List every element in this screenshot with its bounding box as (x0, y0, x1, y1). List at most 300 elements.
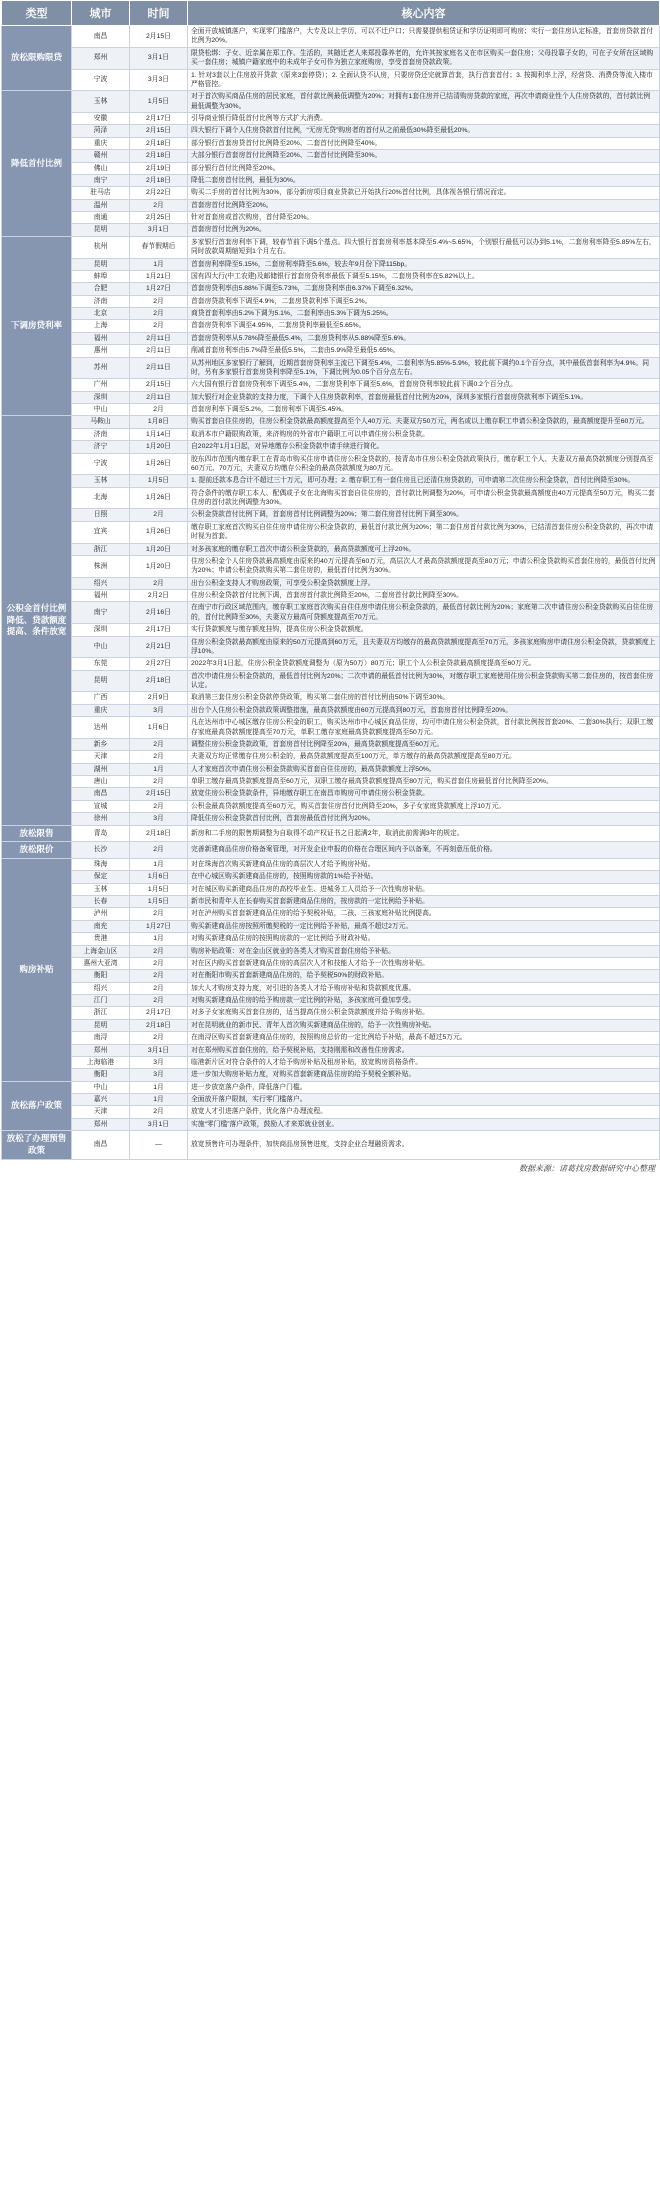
city-cell: 南昌 (72, 1131, 130, 1159)
content-cell: 出台个人住房公积金贷款政策调整措施，最高贷款额度由60万元提高到80万元，首套房首付比例降至20%。 (188, 704, 660, 716)
city-cell: 温州 (72, 199, 130, 211)
city-cell: 贵港 (72, 933, 130, 945)
table-row (2, 332, 660, 344)
table-row (2, 933, 660, 945)
table-body (2, 26, 660, 1160)
content-cell: 四大银行下调个人住房贷款首付比例，“无房无贷”购房者的首付从之前最低30%降至最低20%。 (188, 125, 660, 137)
table-row (2, 320, 660, 332)
date-cell: 3月1日 (130, 47, 188, 69)
city-cell: 绍兴 (72, 982, 130, 994)
city-cell: 惠州大亚湾 (72, 957, 130, 969)
content-cell: 首套房贷利率由5.88%下调至5.73%，二套房贷利率由6.37%下调至6.32%。 (188, 283, 660, 295)
city-cell: 宁波 (72, 69, 130, 91)
date-cell: 2月11日 (130, 357, 188, 379)
category-cell: 放松限价 (2, 842, 72, 859)
city-cell: 马鞍山 (72, 416, 130, 428)
content-cell: 2022年3月1日起，住房公积金贷款额度调整为（原为50万）80万元；职工个人公积金贷款最高额度提高至60万元。 (188, 658, 660, 670)
content-cell: 加大人才购房支持力度，对引进的各类人才给予购房补贴和贷款额度优惠。 (188, 982, 660, 994)
content-cell: 公积金最高贷款额度提高至60万元，购买首套住房首付比例降至20%，多子女家庭贷款额度上浮10万元。 (188, 800, 660, 812)
date-cell: 1月5日 (130, 883, 188, 895)
table-row (2, 308, 660, 320)
content-cell: 进一步加大购房补贴力度，对购买首套新建商品住房的给予契税全额补贴。 (188, 1069, 660, 1081)
city-cell: 昆明 (72, 224, 130, 236)
table-row (2, 555, 660, 577)
table-header-row (2, 1, 660, 26)
date-cell: 1月21日 (130, 270, 188, 282)
table-row (2, 995, 660, 1007)
table-row (2, 577, 660, 589)
city-cell: 佛山 (72, 162, 130, 174)
table-row (2, 636, 660, 658)
city-cell: 长沙 (72, 842, 130, 859)
date-cell: 2月18日 (130, 1019, 188, 1031)
date-cell: 1月 (130, 933, 188, 945)
content-cell: 首套房首付比例降至20%。 (188, 199, 660, 211)
date-cell: 2月15日 (130, 379, 188, 391)
table-row (2, 91, 660, 113)
date-cell: 1月26日 (130, 453, 188, 475)
content-cell: 削减首套房利率由5.7%降至最低5.5%，二套由5.9%降至最低5.65%。 (188, 345, 660, 357)
date-cell: 2月 (130, 776, 188, 788)
table-row (2, 26, 660, 48)
date-cell: 2月 (130, 908, 188, 920)
content-cell: 首套房利率降至5.15%，二套房利率降至5.6%，较去年9月份下降115bp。 (188, 258, 660, 270)
content-cell: 针对首套房或首次购房，首付降至20%。 (188, 212, 660, 224)
city-cell: 济南 (72, 295, 130, 307)
table-row (2, 908, 660, 920)
content-cell: 在南宁市行政区域范围内，缴存职工家庭首次购买自住住房申请住房公积金贷款的，最低首付款比例为20%；家庭第二次申请住房公积金贷款购买自住住房的，首付比例降至30%，夫妻双方最高可贷额度提高至70万元。 (188, 602, 660, 624)
city-cell: 赣州 (72, 150, 130, 162)
content-cell: 全面放开落户限制，实行零门槛落户。 (188, 1094, 660, 1106)
table-row (2, 602, 660, 624)
date-cell: 3月 (130, 704, 188, 716)
city-cell: 青岛 (72, 825, 130, 842)
table-row (2, 345, 660, 357)
date-cell: 2月18日 (130, 825, 188, 842)
table-row (2, 521, 660, 543)
date-cell: 1月20日 (130, 441, 188, 453)
date-cell: 2月 (130, 509, 188, 521)
city-cell: 绍兴 (72, 577, 130, 589)
table-row (2, 150, 660, 162)
category-cell: 公积金首付比例降低、贷款额度提高、条件放宽 (2, 416, 72, 825)
date-cell: 2月15日 (130, 125, 188, 137)
content-cell: 实施“零门槛”落户政策，鼓励人才来郑就业创业。 (188, 1118, 660, 1130)
date-cell: 2月11日 (130, 345, 188, 357)
table-row (2, 717, 660, 739)
date-cell: 2月21日 (130, 636, 188, 658)
table-row (2, 283, 660, 295)
table-row (2, 404, 660, 416)
date-cell: 2月 (130, 957, 188, 969)
city-cell: 合肥 (72, 283, 130, 295)
city-cell: 徐州 (72, 813, 130, 825)
date-cell: 1月26日 (130, 521, 188, 543)
table-row (2, 800, 660, 812)
city-cell: 惠州 (72, 345, 130, 357)
city-cell: 南昌 (72, 26, 130, 48)
content-cell: 住房公积金个人住房贷款最高额度由原来的40万元提高至60万元，高层次人才最高贷款额度提高至80万元；申请公积金贷款购买首套住房的，最低首付比例为20%；申请公积金贷款购买第二套住房的，最低首付比例为30%。 (188, 555, 660, 577)
date-cell: 2月 (130, 738, 188, 750)
content-cell: 1. 针对3套以上住房放开贷款（原来3套停贷）；2. 全面认贷不认房，只要房贷还完就算首套，执行首套首付；3. 按揭利率上浮，经营贷、消费贷等流入楼市严格管控。 (188, 69, 660, 91)
date-cell: — (130, 1131, 188, 1159)
content-cell: 实行贷款额度与缴存额度挂钩，提高住房公积金贷款额度。 (188, 624, 660, 636)
date-cell: 1月6日 (130, 717, 188, 739)
content-cell: 引导商业银行降低首付比例等方式扩大消费。 (188, 113, 660, 125)
date-cell: 3月 (130, 1056, 188, 1068)
city-cell: 衡阳 (72, 1069, 130, 1081)
date-cell: 2月18日 (130, 137, 188, 149)
city-cell: 郑州 (72, 47, 130, 69)
content-cell: 出台公积金支持人才购房政策，可享受公积金贷款额度上浮。 (188, 577, 660, 589)
date-cell: 2月18日 (130, 174, 188, 186)
city-cell: 广州 (72, 379, 130, 391)
date-cell: 3月3日 (130, 69, 188, 91)
city-cell: 苏州 (72, 357, 130, 379)
content-cell: 购房补贴政策：对在金山区就业的各类人才购买首套住房给予补贴。 (188, 945, 660, 957)
content-cell: 首套房首付比例为20%。 (188, 224, 660, 236)
city-cell: 济宁 (72, 441, 130, 453)
date-cell: 2月11日 (130, 332, 188, 344)
date-cell: 1月 (130, 1094, 188, 1106)
table-row (2, 825, 660, 842)
date-cell: 3月 (130, 813, 188, 825)
date-cell: 1月 (130, 258, 188, 270)
city-cell: 玉林 (72, 475, 130, 487)
date-cell: 3月1日 (130, 1118, 188, 1130)
table-row (2, 1069, 660, 1081)
city-cell: 日照 (72, 509, 130, 521)
city-cell: 浙江 (72, 543, 130, 555)
content-cell: 从苏州地区多家银行了解到，近期首套房贷利率主流已下调至5.4%，二套利率为5.85%-5.9%，较此前下调约0.1个百分点，其中最低首套利率为4.9%。同时，另有多家银行首套房贷利率降至5.1%，下调比例为0.05个百分点左右。 (188, 357, 660, 379)
date-cell: 1月6日 (130, 871, 188, 883)
city-cell: 玉林 (72, 91, 130, 113)
content-cell: 加大银行对企业贷款的支持力度，下调个人住房贷款利率，首套房最低首付比例为20%，深圳多家银行首套房贷款利率下调至5.1%。 (188, 391, 660, 403)
table-row (2, 920, 660, 932)
content-cell: 缴存职工家庭首次购买自住住房申请住房公积金贷款的，最低首付款比例为20%；第二套住房首付款比例为30%，已结清首套住房公积金贷款的，再次申请时视为首套。 (188, 521, 660, 543)
table-row (2, 212, 660, 224)
date-cell: 3月 (130, 1069, 188, 1081)
content-cell: 对在珠海首次购买新建商品住房的高层次人才给予购房补贴。 (188, 858, 660, 870)
content-cell: 全面开放城镇落户，实现零门槛落户，大专及以上学历，可以不迁户口；只需要提供租赁证和学历证明即可购房；实行一套住房认定标准，首套房贷款首付比例为20%。 (188, 26, 660, 48)
date-cell: 2月 (130, 320, 188, 332)
date-cell: 2月 (130, 199, 188, 211)
data-source-note: 数据来源：诸葛找房数据研究中心整理 (519, 1163, 655, 1173)
table-row (2, 113, 660, 125)
date-cell: 1月5日 (130, 896, 188, 908)
content-cell: 商贷首套利率由5.2%下调为5.1%，二套利率由5.3%下调为5.25%。 (188, 308, 660, 320)
content-cell: 对在城区购买新建商品住房的高校毕业生、进城务工人员给予一次性购房补贴。 (188, 883, 660, 895)
content-cell: 购买首套自住住房的，住房公积金贷款最高额度提高至个人40万元、夫妻双方50万元，两名或以上缴存职工申请公积金贷款的，最高额度提升至60万元。 (188, 416, 660, 428)
table-row (2, 624, 660, 636)
city-cell: 北京 (72, 308, 130, 320)
table-row (2, 137, 660, 149)
date-cell: 1月5日 (130, 475, 188, 487)
table-row (2, 763, 660, 775)
date-cell: 1月20日 (130, 555, 188, 577)
date-cell: 2月 (130, 1032, 188, 1044)
table-row (2, 1118, 660, 1130)
content-cell: 对多子女家庭购买首套住房的，适当提高住房公积金贷款额度并给予购房补贴。 (188, 1007, 660, 1019)
date-cell: 1月27日 (130, 283, 188, 295)
city-cell: 重庆 (72, 704, 130, 716)
content-cell: 购买新建商品住房按照所缴契税的一定比例给予补贴，最高不超过2万元。 (188, 920, 660, 932)
table-row (2, 1032, 660, 1044)
content-cell: 住房公积金贷款首付比例下调，首套房首付款比例降至20%，二套房首付款比例降至30%。 (188, 590, 660, 602)
content-cell: 进一步放宽落户条件，降低落户门槛。 (188, 1081, 660, 1093)
content-cell: 放宽预售许可办理条件，加快商品房预售进度，支持企业合理融资需求。 (188, 1131, 660, 1159)
city-cell: 浙江 (72, 1007, 130, 1019)
table-row (2, 1056, 660, 1068)
table-row (2, 295, 660, 307)
table-row (2, 428, 660, 440)
category-cell: 放松了办理预售政策 (2, 1131, 72, 1159)
table-row (2, 1007, 660, 1019)
city-cell: 保定 (72, 871, 130, 883)
city-cell: 嘉兴 (72, 1094, 130, 1106)
content-cell: 对购买新建商品住房的给予购房款一定比例的补贴，多孩家庭可叠加享受。 (188, 995, 660, 1007)
table-row (2, 871, 660, 883)
date-cell: 1月8日 (130, 416, 188, 428)
content-cell: 1. 提前还款本息合计不超过三十万元，即可办理；2. 缴存职工有一套住房且已还清住房贷款的，可申请第二次住房公积金贷款，首付比例降至30%。 (188, 475, 660, 487)
content-cell: 六大国有银行首套房贷利率下调至5.4%，二套房贷利率下调至5.6%，首套房贷利率较此前下调0.2个百分点。 (188, 379, 660, 391)
table-row (2, 379, 660, 391)
city-cell: 湖州 (72, 763, 130, 775)
date-cell: 2月 (130, 970, 188, 982)
date-cell: 2月17日 (130, 1007, 188, 1019)
date-cell: 1月 (130, 763, 188, 775)
content-cell: 首套房贷利率从5.78%降至最低5.4%，二套房贷利率从5.88%降至5.6%。 (188, 332, 660, 344)
city-cell: 昆明 (72, 258, 130, 270)
table-row (2, 982, 660, 994)
header-city: 城市 (72, 1, 130, 26)
date-cell: 2月 (130, 577, 188, 589)
date-cell: 2月15日 (130, 26, 188, 48)
content-cell: 首套房贷利率下调至4.95%，二套房贷利率最低至5.65%。 (188, 320, 660, 332)
table-row (2, 199, 660, 211)
table-row (2, 487, 660, 509)
table-row (2, 842, 660, 859)
date-cell: 1月5日 (130, 91, 188, 113)
table-row (2, 896, 660, 908)
city-cell: 蚌埠 (72, 270, 130, 282)
city-cell: 南宁 (72, 174, 130, 186)
category-cell: 购房补贴 (2, 858, 72, 1081)
city-cell: 中山 (72, 636, 130, 658)
content-cell: 对多孩家庭的缴存职工首次申请公积金贷款的，最高贷款额度可上浮20%。 (188, 543, 660, 555)
city-cell: 泸州 (72, 908, 130, 920)
date-cell: 2月18日 (130, 150, 188, 162)
table-row (2, 883, 660, 895)
city-cell: 中山 (72, 404, 130, 416)
content-cell: 夫妻双方均正常缴存住房公积金的，最高贷款额度提高至100万元，单方缴存的最高贷款额度提高至80万元。 (188, 751, 660, 763)
date-cell: 2月 (130, 751, 188, 763)
table-row (2, 258, 660, 270)
city-cell: 宁波 (72, 453, 130, 475)
content-cell: 对在泸州购买首套新建商品住房的给予契税补贴，二孩、三孩家庭补贴比例提高。 (188, 908, 660, 920)
content-cell: 单职工缴存最高贷款额度提高至60万元，双职工缴存最高贷款额度提高至80万元，购买首套住房最低首付比例降至20%。 (188, 776, 660, 788)
date-cell: 1月 (130, 1081, 188, 1093)
date-cell: 3月1日 (130, 1044, 188, 1056)
content-cell: 在中心城区购买新建商品住房的，按照购房款的1%给予补贴。 (188, 871, 660, 883)
table-row (2, 1081, 660, 1093)
date-cell: 2月22日 (130, 187, 188, 199)
table-row (2, 1131, 660, 1159)
category-cell: 放松限售 (2, 825, 72, 842)
date-cell: 2月25日 (130, 212, 188, 224)
content-cell: 部分银行首付比例降至20%。 (188, 162, 660, 174)
category-cell: 降低首付比例 (2, 91, 72, 237)
content-cell: 胶东四市范围内缴存职工在青岛市购买住房申请住房公积金贷款的，按青岛市住房公积金贷款政策执行，缴存职工个人、夫妻双方最高贷款额度分别提高至60万元、70万元，夫妻双方均缴存公积金的最高贷款额度为80万元。 (188, 453, 660, 475)
content-cell: 新市民和青年人在长春购买首套新建商品住房的，按房款的一定比例给予补贴。 (188, 896, 660, 908)
content-cell: 购买二手房的首付比例为30%，部分新房项目商业贷款已开始执行20%首付比例，具体视各银行情况而定。 (188, 187, 660, 199)
table-row (2, 543, 660, 555)
table-row (2, 1044, 660, 1056)
date-cell: 2月17日 (130, 113, 188, 125)
table-row (2, 945, 660, 957)
city-cell: 重庆 (72, 137, 130, 149)
header-type: 类型 (2, 1, 72, 26)
content-cell: 首次申请住房公积金贷款的，最低首付比例为20%；二次申请的最低首付比例为30%，对缴存职工家庭使用住房公积金贷款购买第二套住房的，按首套住房认定。 (188, 670, 660, 692)
date-cell: 2月17日 (130, 624, 188, 636)
content-cell: 调整住房公积金贷款政策，首套房首付比例降至20%，最高贷款额度提高至60万元。 (188, 738, 660, 750)
date-cell: 1月26日 (130, 487, 188, 509)
content-cell: 部分银行首套房贷首付比例降至20%、二套首付比例降至40%。 (188, 137, 660, 149)
city-cell: 东莞 (72, 658, 130, 670)
table-row (2, 590, 660, 602)
city-cell: 南充 (72, 920, 130, 932)
content-cell: 凡在达州市中心城区缴存住房公积金的职工，购买达州市中心城区商品住房，均可申请住房公积金贷款，首付款比例按首套20%、二套30%执行；双职工缴存家庭最高贷款额度提高至70万元，单职工缴存家庭最高贷款额度提高至50万元。 (188, 717, 660, 739)
table-row (2, 1094, 660, 1106)
content-cell: 对在衡阳市购买首套新建商品住房的，给予契税50%的财政补贴。 (188, 970, 660, 982)
city-cell: 上海 (72, 320, 130, 332)
city-cell: 昆明 (72, 670, 130, 692)
city-cell: 济南 (72, 428, 130, 440)
city-cell: 南通 (72, 212, 130, 224)
table-row (2, 162, 660, 174)
header-date: 时间 (130, 1, 188, 26)
city-cell: 中山 (72, 1081, 130, 1093)
table-row (2, 475, 660, 487)
date-cell: 春节假期后 (130, 236, 188, 258)
category-cell: 下调房贷利率 (2, 236, 72, 416)
city-cell: 唐山 (72, 776, 130, 788)
table-row (2, 453, 660, 475)
table-row (2, 270, 660, 282)
city-cell: 安徽 (72, 113, 130, 125)
date-cell: 2月16日 (130, 602, 188, 624)
city-cell: 南宁 (72, 602, 130, 624)
city-cell: 长春 (72, 896, 130, 908)
city-cell: 达州 (72, 717, 130, 739)
city-cell: 宜宾 (72, 521, 130, 543)
table-row (2, 704, 660, 716)
policy-table (1, 0, 660, 1160)
table-row (2, 658, 660, 670)
category-cell: 放松限购限贷 (2, 26, 72, 91)
content-cell: 多家银行首套房利率下调，较春节前下调5个基点。四大银行首套房利率基本降至5.4%~5.65%，个别银行最低可以办到5.1%，二套房利率降至5.85%左右，同时放款周期缩短到1个月左右。 (188, 236, 660, 258)
content-cell: 新房和二手房的限售期调整为自取得不动产权证书之日起满2年，取消此前需满3年的规定。 (188, 825, 660, 842)
date-cell: 2月 (130, 295, 188, 307)
date-cell: 2月27日 (130, 658, 188, 670)
table-row (2, 692, 660, 704)
table-row (2, 357, 660, 379)
date-cell: 1月14日 (130, 428, 188, 440)
content-cell: 公积金贷款首付比例下调，首套房首付比例调整为20%；第二套住房首付比例下调至30%。 (188, 509, 660, 521)
date-cell: 1月20日 (130, 543, 188, 555)
city-cell: 杭州 (72, 236, 130, 258)
city-cell: 天津 (72, 1106, 130, 1118)
city-cell: 昆明 (72, 1019, 130, 1031)
content-cell: 国有四大行(中工农建)及邮储银行首套房贷利率最低下调至5.15%，二套房贷利率在5.82%以上。 (188, 270, 660, 282)
table-row (2, 1019, 660, 1031)
content-cell: 对在郑州购买首套住房的，给予契税补贴，支持刚需和改善性住房需求。 (188, 1044, 660, 1056)
content-cell: 临港新片区对符合条件的人才给予购房补贴及租房补贴，放宽购房资格条件。 (188, 1056, 660, 1068)
table-row (2, 69, 660, 91)
table-row (2, 957, 660, 969)
city-cell: 广西 (72, 692, 130, 704)
date-cell: 2月 (130, 945, 188, 957)
date-cell: 3月1日 (130, 224, 188, 236)
date-cell: 2月 (130, 308, 188, 320)
city-cell: 郑州 (72, 1044, 130, 1056)
table-row (2, 788, 660, 800)
city-cell: 南昌 (72, 788, 130, 800)
table-row (2, 441, 660, 453)
table-row (2, 776, 660, 788)
content-cell: 降低住房公积金贷款首付比例，首套房最低首付比例为20%。 (188, 813, 660, 825)
content-cell: 对在区内购买首套新建商品住房的高层次人才和技能人才给予一次性购房补贴。 (188, 957, 660, 969)
date-cell: 2月 (130, 842, 188, 859)
content-cell: 对在昆明就业的新市民、青年人首次购买新建商品住房的，给予一次性购房补贴。 (188, 1019, 660, 1031)
table-row (2, 1106, 660, 1118)
category-cell: 放松落户政策 (2, 1081, 72, 1131)
city-cell: 新乡 (72, 738, 130, 750)
city-cell: 福州 (72, 332, 130, 344)
content-cell: 符合条件的缴存职工本人、配偶或子女在北海购买首套自住住房的，首付款比例调整为20%，可申请公积金贷款最高额度由40万元提高至50万元，购买二套住房的首付款比例调整为30%。 (188, 487, 660, 509)
city-cell: 株洲 (72, 555, 130, 577)
content-cell: 降低二套房首付比例，最低为30%。 (188, 174, 660, 186)
date-cell: 1月27日 (130, 920, 188, 932)
content-cell: 取消第三套住房公积金贷款停贷政策，购买第二套住房的首付比例由50%下调至30%。 (188, 692, 660, 704)
table-row (2, 670, 660, 692)
content-cell: 首套房贷款利率下调至4.9%，二套房贷款利率下调至5.2%。 (188, 295, 660, 307)
content-cell: 在南浔区购买首套新建商品住房的，按照购房总价的一定比例给予补贴，最高不超过5万元。 (188, 1032, 660, 1044)
table-row (2, 858, 660, 870)
date-cell: 2月 (130, 995, 188, 1007)
date-cell: 2月 (130, 982, 188, 994)
city-cell: 玉林 (72, 883, 130, 895)
content-cell: 人才家庭首次申请住房公积金贷款购买首套自住住房的，最高贷款额度上浮50%。 (188, 763, 660, 775)
table-row (2, 813, 660, 825)
table-row (2, 174, 660, 186)
date-cell: 2月11日 (130, 391, 188, 403)
table-row (2, 738, 660, 750)
table-row (2, 751, 660, 763)
date-cell: 2月19日 (130, 162, 188, 174)
city-cell: 衡阳 (72, 970, 130, 982)
content-cell: 取消本市户籍限购政策，来济购房的外省市户籍职工可以申请住房公积金贷款。 (188, 428, 660, 440)
date-cell: 2月2日 (130, 590, 188, 602)
city-cell: 天津 (72, 751, 130, 763)
header-content: 核心内容 (188, 1, 660, 26)
date-cell: 2月 (130, 404, 188, 416)
content-cell: 首套房利率下调至5.2%，二套房利率下调至5.45%。 (188, 404, 660, 416)
content-cell: 大部分银行首套房首付比例降至20%、二套首付比例降至30%。 (188, 150, 660, 162)
city-cell: 上海金山区 (72, 945, 130, 957)
city-cell: 菏泽 (72, 125, 130, 137)
content-cell: 住房公积金贷款最高额度由原来的50万元提高到60万元，且夫妻双方均缴存的最高贷款额度提高至70万元，多孩家庭购房申请住房公积金贷款，贷款额度上浮10%。 (188, 636, 660, 658)
